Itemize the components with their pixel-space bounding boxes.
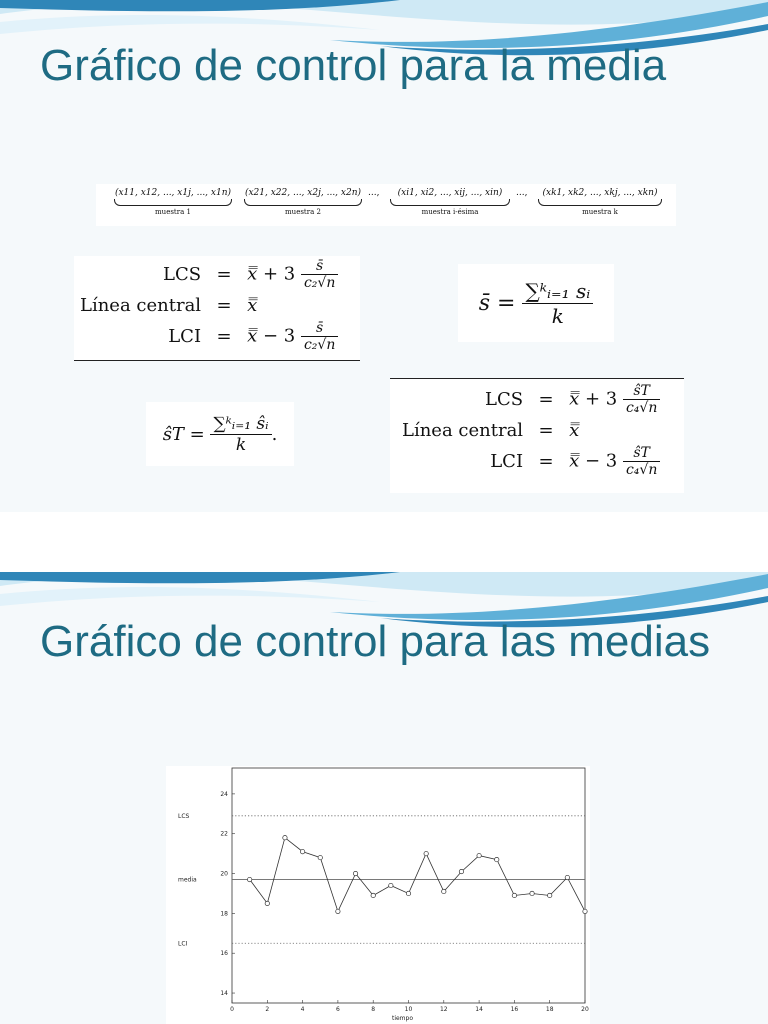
plot-frame <box>232 768 585 1003</box>
brace-icon <box>244 199 362 206</box>
series-line <box>250 838 585 912</box>
x-tick-label: 16 <box>510 1006 519 1013</box>
slide-gap <box>0 512 768 572</box>
x-tick-label: 12 <box>439 1006 448 1013</box>
sample-group-terms: (xk1, xk2, ..., xkj, ..., xkn) <box>542 188 658 198</box>
x-tick-label: 6 <box>335 1006 340 1013</box>
x-tick-label: 20 <box>581 1006 589 1013</box>
y-tick-label: 24 <box>220 790 228 798</box>
equals-sign: = <box>538 420 554 441</box>
data-point <box>495 857 499 861</box>
control-chart-svg <box>166 766 590 1024</box>
x-tick-label: 4 <box>300 1006 305 1013</box>
data-point <box>318 855 322 859</box>
x-tick-label: 8 <box>371 1006 376 1013</box>
reference-label-lcs: LCS <box>178 812 190 820</box>
data-point <box>424 851 428 855</box>
sample-group-2 <box>240 188 366 216</box>
sbar-denominator: k <box>551 303 564 328</box>
data-point <box>353 871 357 875</box>
lci-row <box>74 318 344 355</box>
sT-formula <box>146 402 294 466</box>
data-point <box>371 893 375 897</box>
center-line-label: Línea central <box>80 295 202 316</box>
data-point <box>530 891 534 895</box>
brace-icon <box>390 199 510 206</box>
control-limits-sT <box>390 378 684 493</box>
data-point <box>565 875 569 879</box>
lci-label: LCI <box>168 326 202 347</box>
equals-sign: = <box>538 451 554 472</box>
slide-2 <box>0 572 768 1024</box>
center-line-row <box>74 293 344 318</box>
lcs-expression: x̿ + 3 $\frac{ŝT}{\text{c₄√n}}$ <box>563 381 666 418</box>
x-axis-label: tiempo <box>391 1015 414 1022</box>
control-chart <box>166 766 590 1024</box>
y-tick-label: 16 <box>220 950 228 958</box>
sbar-lhs: s̄ = <box>478 290 516 316</box>
center-line-expression: x̿ <box>569 420 580 441</box>
center-line-label: Línea central <box>402 420 524 441</box>
data-point <box>477 853 481 857</box>
sbar-fraction <box>522 279 593 328</box>
data-point <box>406 891 410 895</box>
lci-label: LCI <box>490 451 524 472</box>
sample-separator: ..., <box>516 188 528 198</box>
slide-1-title: Gráfico de control para la media <box>40 41 667 90</box>
sample-group-terms: (x11, x12, ..., x1j, ..., x1n) <box>114 188 232 198</box>
x-tick-label: 18 <box>545 1006 554 1013</box>
control-limits-sbar <box>74 256 360 361</box>
sample-group-label: muestra 2 <box>285 208 321 216</box>
sample-group-1 <box>110 188 236 216</box>
equals-sign: = <box>216 264 232 285</box>
data-point <box>583 909 587 913</box>
fraction: $\frac{s̄}{\text{c₂√n}}$ <box>301 320 338 353</box>
lcs-label: LCS <box>485 389 524 410</box>
slide-2-title: Gráfico de control para las medias <box>40 617 711 666</box>
equals-sign: = <box>538 389 554 410</box>
sT-fraction <box>210 414 271 455</box>
data-point <box>389 883 393 887</box>
data-point <box>336 909 340 913</box>
reference-label-media: media <box>178 876 197 884</box>
fraction: $\frac{s̄}{\text{c₂√n}}$ <box>301 258 338 291</box>
sample-group-label: muestra i-ésima <box>421 208 479 216</box>
data-point <box>300 849 304 853</box>
y-tick-label: 20 <box>220 870 228 878</box>
center-line-expression: x̿ <box>247 295 258 316</box>
x-tick-label: 0 <box>230 1006 234 1013</box>
equals-sign: = <box>216 295 232 316</box>
lci-row <box>396 443 666 480</box>
sample-group-i <box>386 188 514 216</box>
x-tick-label: 10 <box>404 1006 413 1013</box>
lcs-expression: x̿ + 3 $\frac{s̄}{\text{c₂√n}}$ <box>241 256 344 293</box>
lci-expression: x̿ − 3 $\frac{s̄}{\text{c₂√n}}$ <box>241 318 344 355</box>
sample-group-label: muestra 1 <box>155 208 191 216</box>
sample-group-terms: (xi1, xi2, ..., xij, ..., xin) <box>397 188 503 198</box>
lcs-row <box>396 381 666 418</box>
sbar-numerator: ∑ᵏᵢ₌₁ sᵢ <box>522 279 593 304</box>
sample-sequence <box>96 184 676 226</box>
data-point <box>247 877 251 881</box>
equals-sign: = <box>216 326 232 347</box>
sbar-formula <box>458 264 614 342</box>
data-point <box>283 836 287 840</box>
lcs-label: LCS <box>163 264 202 285</box>
sample-group-k <box>534 188 666 216</box>
x-tick-label: 2 <box>265 1006 270 1013</box>
data-point <box>548 893 552 897</box>
sample-separator: ..., <box>368 188 380 198</box>
sample-group-label: muestra k <box>582 208 618 216</box>
center-line-row <box>396 418 666 443</box>
x-tick-label: 14 <box>475 1006 483 1013</box>
fraction: $\frac{ŝT}{\text{c₄√n}}$ <box>623 445 660 478</box>
data-point <box>442 889 446 893</box>
sT-lhs: ŝT = <box>162 423 205 445</box>
sT-denominator: k <box>235 434 247 455</box>
data-point <box>459 869 463 873</box>
brace-icon <box>538 199 662 206</box>
sT-numerator: ∑ᵏᵢ₌₁ ŝᵢ <box>210 414 271 435</box>
sT-period: . <box>271 423 278 445</box>
y-tick-label: 14 <box>220 990 228 998</box>
y-tick-label: 22 <box>220 830 228 838</box>
brace-icon <box>114 199 232 206</box>
lci-expression: x̿ − 3 $\frac{ŝT}{\text{c₄√n}}$ <box>563 443 666 480</box>
data-point <box>265 901 269 905</box>
reference-label-lci: LCI <box>178 940 188 948</box>
fraction: $\frac{ŝT}{\text{c₄√n}}$ <box>623 383 660 416</box>
y-tick-label: 18 <box>220 910 228 918</box>
sample-group-terms: (x21, x22, ..., x2j, ..., x2n) <box>244 188 362 198</box>
data-point <box>512 893 516 897</box>
lcs-row <box>74 256 344 293</box>
